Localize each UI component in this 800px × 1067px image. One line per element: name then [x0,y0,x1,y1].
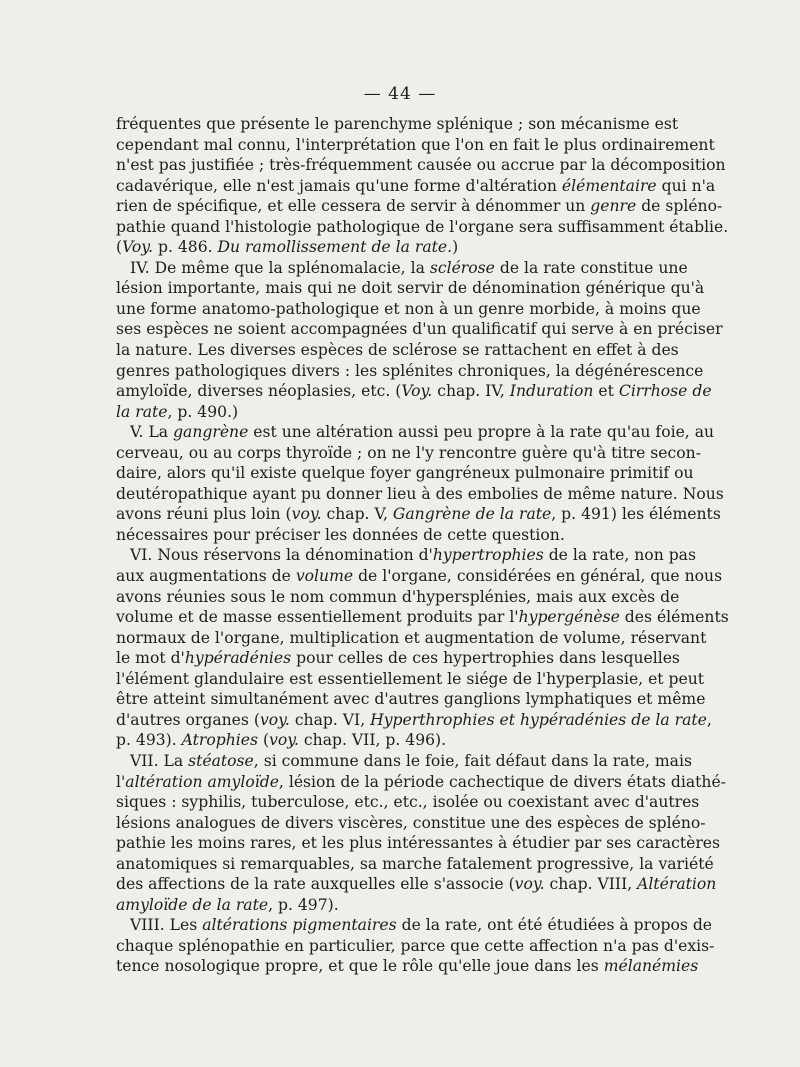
text-line: avons réunies sous le nom commun d'hypersplénies, mais aux excès de [116,587,680,606]
text-line: anatomiques si remarquables, sa marche fatalement progressive, la variété [116,854,714,873]
text-line: la rate, p. 490.) [116,402,239,421]
text-line: V. La gangrène est une altération aussi peu propre à la rate qu'au foie, au [130,423,715,442]
text-line: des affections de la rate auxquelles elle s'associe (voy. chap. VIII, Altération [116,875,717,894]
text-line: être atteint simultanément avec d'autres ganglions lymphatiques et même [116,690,706,709]
text-line: n'est pas justifiée ; très-fréquemment causée ou accrue par la décomposition [116,156,726,175]
text-line: le mot d'hypéradénies pour celles de ces hypertrophies dans lesquelles [116,649,680,668]
text-line: cerveau, ou au corps thyroïde ; on ne l'y rencontre guère qu'à titre secon- [116,443,701,462]
text-line: VII. La stéatose, si commune dans le foie, fait défaut dans la rate, mais [130,751,692,770]
text-line: cependant mal connu, l'interprétation que l'on en fait le plus ordinairement [116,135,715,154]
text-line: aux augmentations de volume de l'organe, considérées en général, que nous [116,567,723,586]
paragraph-6 [116,915,715,977]
text-line: chaque splénopathie en particulier, parce que cette affection n'a pas d'exis- [116,936,715,955]
text-line: rien de spécifique, et elle cessera de servir à dénommer un genre de spléno- [116,197,723,216]
text-line: VI. Nous réservons la dénomination d'hypertrophies de la rate, non pas [130,546,696,565]
text-line: tence nosologique propre, et que le rôle qu'elle joue dans les mélanémies [116,957,699,976]
text-line: IV. De même que la splénomalacie, la sclérose de la rate constitue une [130,258,688,277]
text-line: lésions analogues de divers viscères, constitue une des espèces de splénо- [116,813,706,832]
paragraph-1 [116,114,729,258]
page-number: — 44 — [363,84,437,104]
text-line: d'autres organes (voy. chap. VI, Hyperthrophies et hypéradénies de la rate, [116,710,712,729]
text-line: amyloïde de la rate, p. 497). [116,895,339,914]
text-line: avons réuni plus loin (voy. chap. V, Gangrène de la rate, p. 491) les éléments [116,505,721,524]
text-line: l'élément glandulaire est essentiellement le siége de l'hyperplasie, et peut [116,669,705,688]
text-line: fréquentes que présente le parenchyme splénique ; son mécanisme est [116,115,679,133]
text-line: normaux de l'organe, multiplication et augmentation de volume, réservant [116,628,707,647]
text-line: VIII. Les altérations pigmentaires de la rate, ont été étudiées à propos de [130,916,713,935]
text-line: pathie les moins rares, et les plus intéressantes à étudier par ses caractères [116,834,721,853]
text-line: deutéropathique ayant pu donner lieu à des embolies de même nature. Nous [116,484,724,503]
body-text [116,114,729,977]
paragraph-5 [116,751,726,915]
text-line: siques : syphilis, tuberculose, etc., etc., isolée ou coexistant avec d'autres [116,793,700,812]
text-line: pathie quand l'histologie pathologique de l'organe sera suffisamment établie. [116,217,729,236]
text-line: cadavérique, elle n'est jamais qu'une forme d'altération élémentaire qui n'a [116,176,716,195]
text-line: une forme anatomo-pathologique et non à un genre morbide, à moins que [116,299,701,318]
text-line: lésion importante, mais qui ne doit servir de dénomination générique qu'à [116,279,705,298]
text-line: genres pathologiques divers : les splénites chroniques, la dégénérescence [116,361,704,380]
text-line: l'altération amyloïde, lésion de la période cachectique de divers états diathé- [116,772,726,791]
text-line: ses espèces ne soient accompagnées d'un qualificatif qui serve à en préciser [116,320,723,339]
text-line: nécessaires pour préciser les données de cette question. [116,525,565,544]
text-line: p. 493). Atrophies (voy. chap. VII, p. 496). [116,731,447,750]
paragraph-2 [116,258,723,422]
paragraph-3 [116,422,724,545]
text-line: amyloïde, diverses néoplasies, etc. (Voy. chap. IV, Induration et Cirrhose de [116,382,712,401]
text-line: la nature. Les diverses espèces de sclérose se rattachent en effet à des [116,341,679,360]
text-line: daire, alors qu'il existe quelque foyer gangréneux pulmonaire primitif ou [116,464,694,483]
text-line: volume et de masse essentiellement produits par l'hypergénèse des éléments [116,608,729,627]
paragraph-4 [116,545,729,750]
text-line: (Voy. p. 486. Du ramollissement de la rate.) [116,238,459,257]
